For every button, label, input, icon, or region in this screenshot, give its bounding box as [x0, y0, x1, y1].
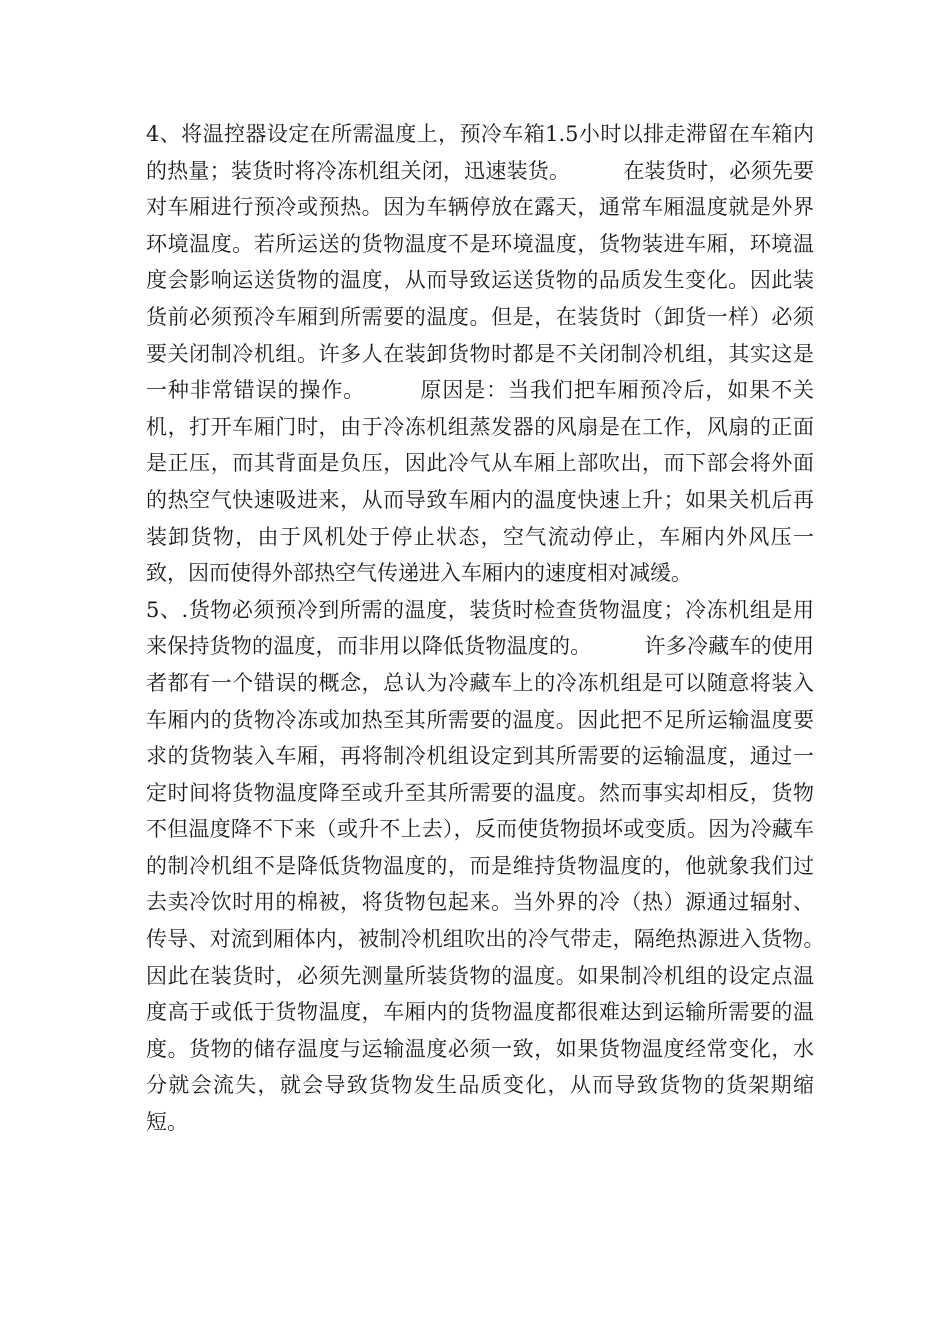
paragraph-4: 4、将温控器设定在所需温度上，预冷车箱1.5小时以排走滞留在车箱内的热量；装货时将冷冻机组关闭，迅速装货。 在装货时，必须先要对车厢进行预冷或预热。因为车辆停放在露天，通常车厢温度就是外界环境温度。若所运送的货物温度不是环境温度，货物装进车厢，环境温度会影响运送货物的温度，从而导致运送货物的品质发生变化。因此装货前必须预冷车厢到所需要的温度。但是，在装货时（卸货一样）必须要关闭制冷机组。许多人在装卸货物时都是不关闭制冷机组，其实这是一种非常错误的操作。 原因是：当我们把车厢预冷后，如果不关机，打开车厢门时，由于冷冻机组蒸发器的风扇是在工作，风扇的正面是正压，而其背面是负压，因此冷气从车厢上部吹出，而下部会将外面的热空气快速吸进来，从而导致车厢内的温度快速上升；如果关机后再装卸货物，由于风机处于停止状态，空气流动停止，车厢内外风压一致，因而使得外部热空气传递进入车厢内的速度相对减缓。 [146, 122, 814, 586]
document-body [146, 116, 877, 1141]
paragraph-5: 5、.货物必须预冷到所需的温度，装货时检查货物温度；冷冻机组是用来保持货物的温度，而非用以降低货物温度的。 许多冷藏车的使用者都有一个错误的概念，总认为冷藏车上的冷冻机组是可以随意将装入车厢内的货物冷冻或加热至其所需要的温度。因此把不足所运输温度要求的货物装入车厢，再将制冷机组设定到其所需要的运输温度，通过一定时间将货物温度降至或升至其所需要的温度。然而事实却相反，货物不但温度降不下来（或升不上去），反而使货物损坏或变质。因为冷藏车的制冷机组不是降低货物温度的，而是维持货物温度的，他就象我们过去卖冷饮时用的棉被，将货物包起来。当外界的冷（热）源通过辐射、传导、对流到厢体内，被制冷机组吹出的冷气带走，隔绝热源进入货物。 因此在装货时，必须先测量所装货物的温度。如果制冷机组的设定点温度高于或低于货物温度，车厢内的货物温度都很难达到运输所需要的温度。货物的储存温度与运输温度必须一致，如果货物温度经常变化，水分就会流失，就会导致货物发生品质变化，从而导致货物的货架期缩短。 [146, 597, 877, 1135]
